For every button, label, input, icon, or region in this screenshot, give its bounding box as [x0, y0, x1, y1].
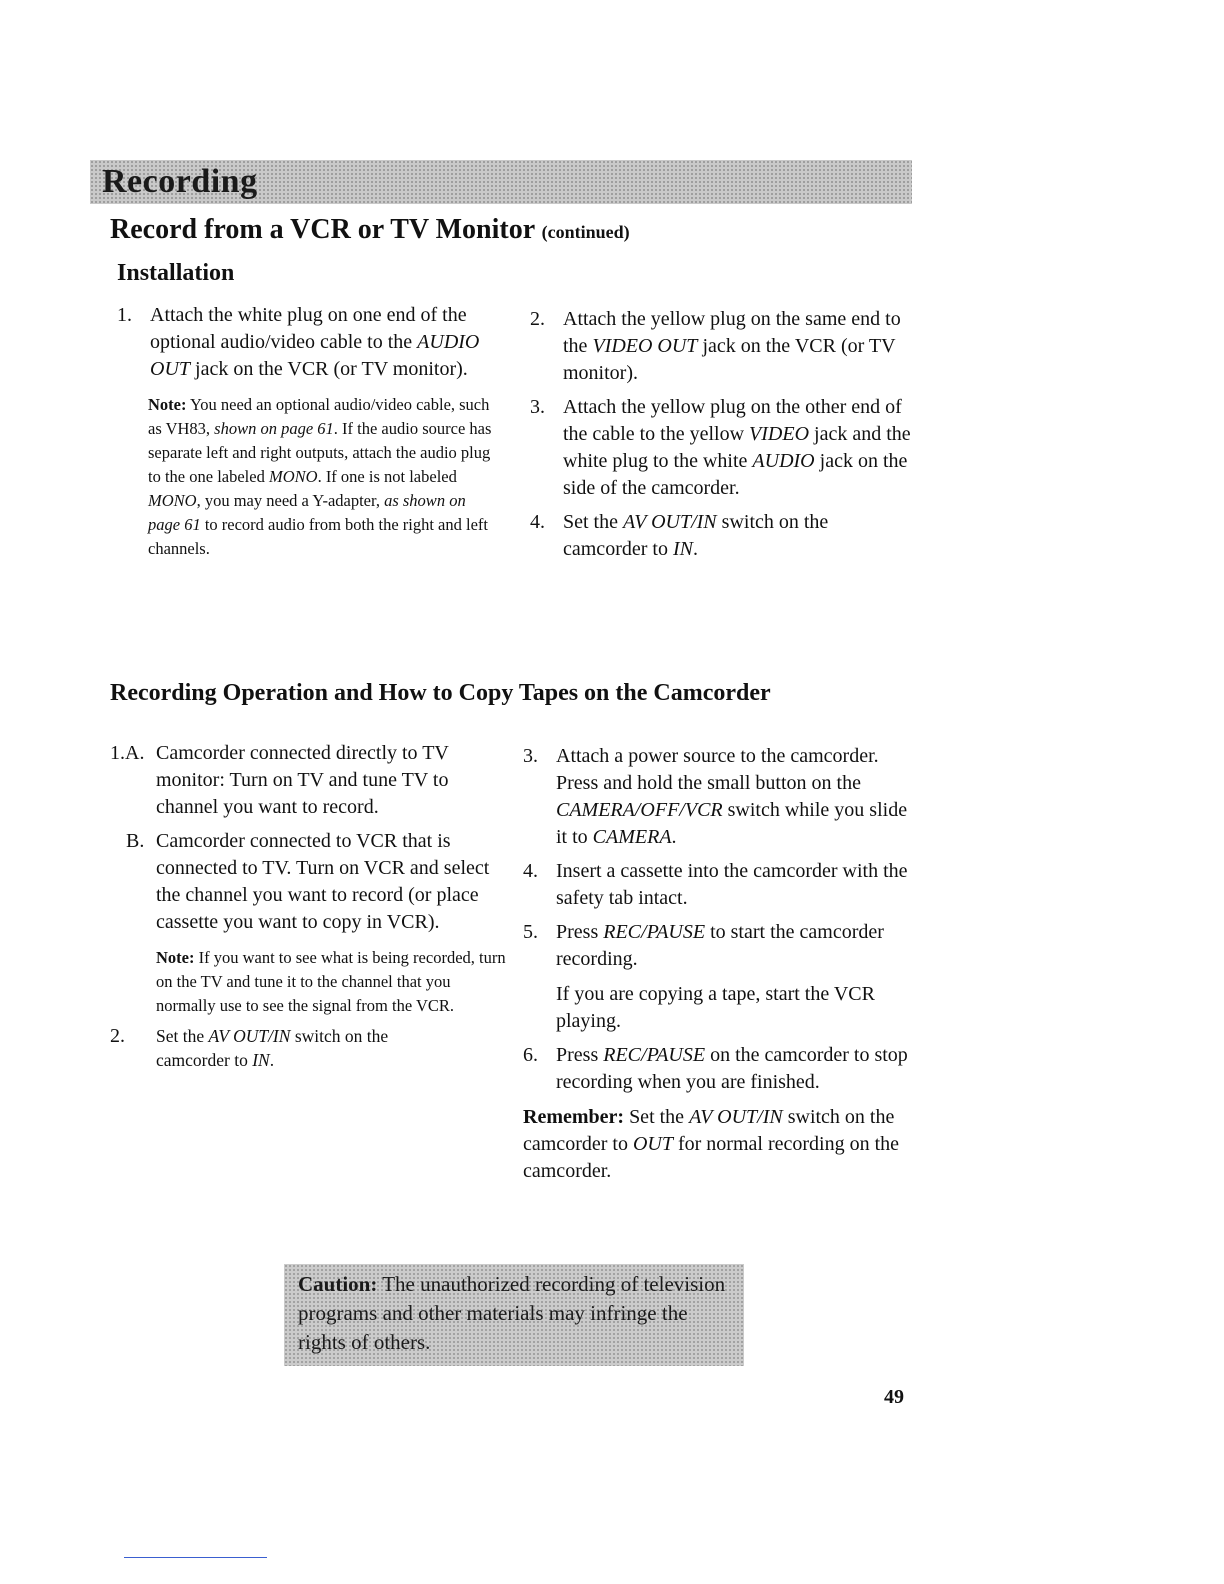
step-text-part: jack on the side of the camcorder.	[563, 450, 908, 499]
step-text-part: jack on the VCR (or TV monitor).	[190, 358, 468, 380]
step-text-part: to start the camcorder recording.	[556, 921, 884, 970]
caution-label: Caution:	[298, 1272, 378, 1296]
step-text	[563, 509, 915, 563]
installation-right-column	[530, 306, 915, 563]
step-number: 6.	[523, 1044, 538, 1066]
step-text-emphasis: IN	[252, 1050, 270, 1070]
installation-left-column	[117, 302, 497, 561]
remember-text-part: Set the	[624, 1106, 690, 1128]
remember-note	[523, 1104, 908, 1185]
operation-step-1b	[110, 828, 510, 936]
section-title-recording-operation: Recording Operation and How to Copy Tapes on the Camcorder	[110, 680, 771, 706]
section-title-suffix: (continued)	[541, 222, 630, 242]
operation-step-6	[523, 1042, 908, 1096]
step-text	[156, 1024, 406, 1072]
note-text-part: If you want to see what is being recorded, turn on the TV and tune it to the channel that you normally use to see the signal from the VCR.	[156, 948, 506, 1015]
remember-text-part: switch on the camcorder to	[523, 1106, 895, 1155]
step-text-part: Attach the yellow plug on the same end to the	[563, 308, 901, 357]
step-text: Camcorder connected directly to TV monitor: Turn on TV and tune TV to channel you want to record.	[156, 742, 449, 818]
banner-title: Recording	[102, 163, 258, 200]
step-text: Insert a cassette into the camcorder with the safety tab intact.	[556, 860, 908, 909]
step-text-part: Attach the yellow plug on the other end of the cable to the yellow	[563, 396, 902, 445]
step-text-emphasis: REC/PAUSE	[603, 1044, 706, 1066]
step-text-part: .	[671, 826, 677, 848]
operation-step-5	[523, 919, 908, 973]
step-text-emphasis: VIDEO OUT	[592, 335, 698, 357]
page-number: 49	[884, 1386, 904, 1408]
step-text-part: switch on the camcorder to	[563, 511, 829, 560]
note-text-emphasis: MONO	[268, 467, 318, 486]
step-text-part: Press	[556, 921, 604, 943]
step-text-part: .	[692, 538, 698, 560]
step-text	[556, 919, 908, 973]
step-number: B.	[126, 830, 145, 852]
installation-step-1	[117, 302, 497, 383]
note-label: Note:	[156, 948, 195, 967]
note-text-part: to record audio from both the right and left channels.	[148, 515, 488, 558]
step-text	[556, 1042, 908, 1096]
note-text-part: . If the audio source has separate left and right outputs, attach the audio plug to the one labeled	[148, 419, 492, 486]
operation-step-1a	[110, 740, 510, 821]
remember-text	[523, 1104, 908, 1185]
step-text-emphasis: IN	[672, 538, 693, 560]
installation-step-3	[530, 394, 915, 502]
note-text-part: , you may need a Y-adapter,	[196, 491, 385, 510]
step-text-part: .	[269, 1050, 275, 1070]
installation-note	[117, 393, 497, 561]
step-text-part: Attach the white plug on one end of the optional audio/video cable to the	[150, 304, 467, 353]
step-text: Camcorder connected to VCR that is connected to TV. Turn on VCR and select the channel you want to record (or place cassette you want to copy in VCR).	[156, 830, 490, 933]
installation-step-4	[530, 509, 915, 563]
step-text-emphasis: CAMERA	[592, 826, 672, 848]
step-text	[563, 306, 915, 387]
step-number: 3.	[530, 396, 545, 418]
operation-step-3	[523, 743, 908, 851]
step-text-emphasis: CAMERA/OFF/VCR	[556, 799, 723, 821]
step-text-part: jack and the white plug to the white	[563, 423, 911, 472]
subsection-title-installation: Installation	[117, 260, 235, 286]
step-text: If you are copying a tape, start the VCR playing.	[556, 983, 875, 1032]
step-text-part: Press	[556, 1044, 604, 1066]
step-text-part: jack on the VCR (or TV monitor).	[563, 335, 896, 384]
note-text-part: . If one is not labeled	[317, 467, 457, 486]
installation-step-2	[530, 306, 915, 387]
step-text	[563, 394, 915, 502]
note-text-emphasis: as shown on page 61	[148, 491, 466, 534]
step-text-emphasis: AV OUT/IN	[208, 1026, 291, 1046]
step-number: 4.	[523, 860, 538, 882]
step-text-emphasis: VIDEO	[749, 423, 810, 445]
remember-text-emphasis: OUT	[632, 1133, 673, 1155]
step-text-part: Set the	[156, 1026, 209, 1046]
step-number: 1.	[117, 304, 132, 326]
step-text-emphasis: AV OUT/IN	[623, 511, 717, 533]
remember-text-emphasis: AV OUT/IN	[689, 1106, 783, 1128]
section-banner	[90, 160, 912, 204]
step-text-emphasis: AUDIO	[752, 450, 815, 472]
operation-left-column	[110, 740, 510, 1072]
step-text-emphasis: REC/PAUSE	[603, 921, 706, 943]
step-text	[556, 743, 908, 851]
step-text	[150, 302, 497, 383]
step-text-part: on the camcorder to stop recording when you are finished.	[556, 1044, 908, 1093]
operation-step-4	[523, 858, 908, 912]
operation-step-2	[110, 1024, 510, 1072]
section-title-text: Record from a VCR or TV Monitor	[110, 214, 535, 245]
note-label: Note:	[148, 395, 187, 414]
caution-text: The unauthorized recording of television programs and other materials may infringe the rights of others.	[298, 1272, 726, 1354]
step-text-emphasis: AUDIO OUT	[150, 331, 480, 380]
step-number: 1.A.	[110, 742, 145, 764]
operation-right-column	[523, 743, 908, 1185]
note-text-emphasis: MONO	[148, 491, 197, 510]
bottom-rule	[124, 1557, 267, 1558]
step-number: 2.	[110, 1025, 125, 1047]
step-number: 3.	[523, 745, 538, 767]
caution-box	[284, 1264, 744, 1366]
operation-note	[110, 946, 510, 1018]
step-number: 5.	[523, 921, 538, 943]
step-number: 4.	[530, 511, 545, 533]
step-text-part: switch on the camcorder to	[156, 1026, 389, 1070]
step-number: 2.	[530, 308, 545, 330]
note-text-emphasis: shown on page 61	[214, 419, 334, 438]
remember-label: Remember:	[523, 1106, 625, 1128]
operation-step-5-extra	[523, 981, 908, 1035]
step-text-part: Attach a power source to the camcorder. Press and hold the small button on the	[556, 745, 879, 794]
step-text-part: switch while you slide it to	[556, 799, 908, 848]
step-text-part: Set the	[563, 511, 623, 533]
note-text-part: You need an optional audio/video cable, such as VH83,	[148, 395, 490, 438]
section-title-record-from-vcr	[110, 214, 630, 246]
remember-text-part: for normal recording on the camcorder.	[523, 1133, 900, 1182]
